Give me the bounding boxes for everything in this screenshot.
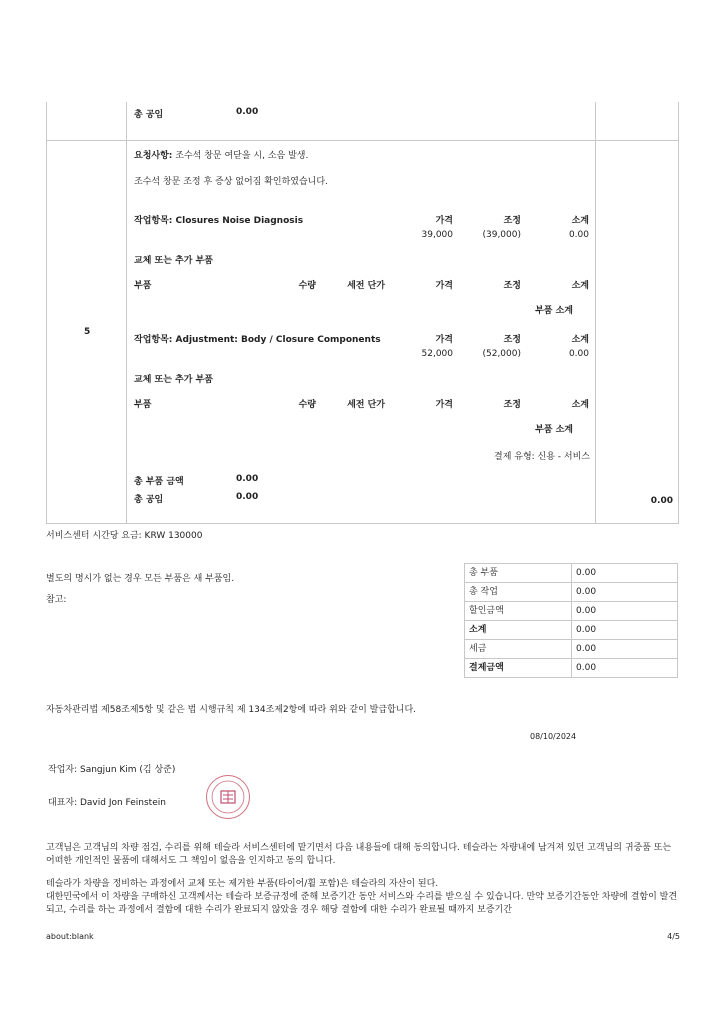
job-1-adjust: (39,000)	[482, 230, 521, 240]
job-2-title-text: Adjustment: Body / Closure Components	[175, 335, 381, 345]
representative: 대표자: David Jon Feinstein	[48, 798, 166, 808]
job-1-parts-col-part: 부품	[134, 281, 152, 291]
job-1-price: 39,000	[421, 230, 453, 240]
summary-label: 결제금액	[465, 659, 572, 678]
summary-label: 총 부품	[465, 564, 572, 583]
summary-label: 할인금액	[465, 602, 572, 621]
summary-row	[465, 659, 678, 678]
job-2-price-label: 가격	[435, 335, 453, 345]
payment-type: 결제 유형: 신용 - 서비스	[494, 452, 590, 462]
job-1-parts-subtotal-label: 부품 소계	[535, 306, 573, 316]
job-1-adjust-label: 조정	[503, 216, 521, 226]
job-1-parts-heading: 교체 또는 추가 부품	[134, 256, 213, 266]
job-1-subtotal-label: 소계	[571, 216, 589, 226]
consent-paragraph-1: 고객님은 고객님의 차량 점검, 수리를 위해 테슬라 서비스센터에 맡기면서 다음 내용들에 대해 동의합니다. 테슬라는 차량내에 남겨져 있던 고객님의 귀중품 또는 어떠한 개인적인 물품에 대해서도 그 책임이 없음을 인지하고 동의 합니다.	[46, 843, 672, 866]
summary-row	[465, 602, 678, 621]
job-1-parts-col-price: 가격	[435, 281, 453, 291]
total-labor-value: 0.00	[236, 492, 259, 502]
seal-icon	[207, 776, 249, 818]
table-row-divider	[46, 140, 679, 141]
job-1-title-label: 작업항목:	[134, 216, 173, 226]
request-text: 조수석 창문 여닫을 시, 소음 발생.	[175, 151, 309, 161]
item-number: 5	[84, 327, 91, 337]
result-text: 조수석 창문 조정 후 증상 없어짐 확인하였습니다.	[134, 177, 328, 187]
total-parts-value: 0.00	[236, 474, 259, 484]
summary-table	[464, 563, 678, 678]
top-labor-label: 총 공임	[134, 110, 164, 120]
summary-value: 0.00	[572, 564, 678, 583]
summary-label: 총 작업	[465, 583, 572, 602]
top-labor-value: 0.00	[236, 107, 259, 117]
consent-paragraph-3: 대한민국에서 이 차량을 구매하신 고객께서는 테슬라 보증규정에 준해 보증기간 동안 서비스와 수리를 받으실 수 있습니다. 만약 보증기간동안 차량에 결함이 발견되고, 수리를 하는 과정에서 결함에 대한 수리가 완료되지 않았을 경우 해당 결함에 대한 수리가 완료될 때까지 보증기간	[46, 892, 678, 915]
legal-text: 자동차관리법 제58조제5항 및 같은 법 시행규칙 제 134조제2항에 따라 위와 같이 발급합니다.	[46, 705, 417, 715]
summary-value: 0.00	[572, 659, 678, 678]
table-bottom-border	[46, 523, 679, 524]
summary-row	[465, 621, 678, 640]
job-2-parts-col-unit: 세전 단가	[347, 400, 385, 410]
job-1-parts-col-unit: 세전 단가	[347, 281, 385, 291]
summary-value: 0.00	[572, 640, 678, 659]
hourly-rate: 서비스센터 시간당 요금: KRW 130000	[46, 531, 203, 541]
consent-paragraph-2: 테슬라가 차량을 정비하는 과정에서 교체 또는 제거한 부품(타이어/휠 포함)은 테슬라의 자산이 된다.	[46, 879, 439, 889]
total-parts-label: 총 부품 금액	[134, 477, 184, 487]
job-2-price: 52,000	[421, 349, 453, 359]
issue-date: 08/10/2024	[530, 732, 577, 741]
new-parts-note: 별도의 명시가 없는 경우 모든 부품은 새 부품임.	[46, 574, 235, 584]
table-col-divider-2	[595, 102, 596, 524]
summary-value: 0.00	[572, 583, 678, 602]
request-line	[134, 148, 308, 161]
footer-page-number: 4/5	[667, 932, 680, 941]
job-2-subtotal: 0.00	[568, 349, 589, 359]
job-1-parts-col-qty: 수량	[298, 281, 316, 291]
total-labor-label: 총 공임	[134, 495, 164, 505]
summary-row	[465, 564, 678, 583]
company-seal-stamp	[206, 775, 250, 819]
table-col-divider-1	[126, 102, 127, 524]
summary-label: 소계	[465, 621, 572, 640]
summary-row	[465, 640, 678, 659]
job-2-adjust: (52,000)	[482, 349, 521, 359]
notes-label: 참고:	[46, 595, 67, 605]
summary-label: 세금	[465, 640, 572, 659]
job-2-parts-heading: 교체 또는 추가 부품	[134, 375, 213, 385]
summary-value: 0.00	[572, 621, 678, 640]
table-left-border	[46, 102, 47, 524]
summary-value: 0.00	[572, 602, 678, 621]
job-2-parts-col-qty: 수량	[298, 400, 316, 410]
request-label: 요청사항:	[134, 151, 173, 161]
job-2-adjust-label: 조정	[503, 335, 521, 345]
footer-url: about:blank	[46, 932, 94, 941]
job-1-title-text: Closures Noise Diagnosis	[175, 216, 304, 226]
job-2-parts-subtotal-label: 부품 소계	[535, 425, 573, 435]
job-1-subtotal: 0.00	[568, 230, 589, 240]
job-2-subtotal-label: 소계	[571, 335, 589, 345]
job-2-title	[134, 332, 381, 345]
job-2-title-label: 작업항목:	[134, 335, 173, 345]
row-total: 0.00	[650, 496, 673, 506]
job-1-parts-col-subtotal: 소계	[571, 281, 589, 291]
job-2-parts-col-price: 가격	[435, 400, 453, 410]
job-2-parts-col-adjust: 조정	[503, 400, 521, 410]
technician: 작업자: Sangjun Kim (김 상준)	[48, 765, 176, 775]
job-1-title	[134, 213, 303, 226]
job-1-price-label: 가격	[435, 216, 453, 226]
job-2-parts-col-subtotal: 소계	[571, 400, 589, 410]
job-2-parts-col-part: 부품	[134, 400, 152, 410]
summary-row	[465, 583, 678, 602]
job-1-parts-col-adjust: 조정	[503, 281, 521, 291]
table-right-border	[678, 102, 679, 524]
